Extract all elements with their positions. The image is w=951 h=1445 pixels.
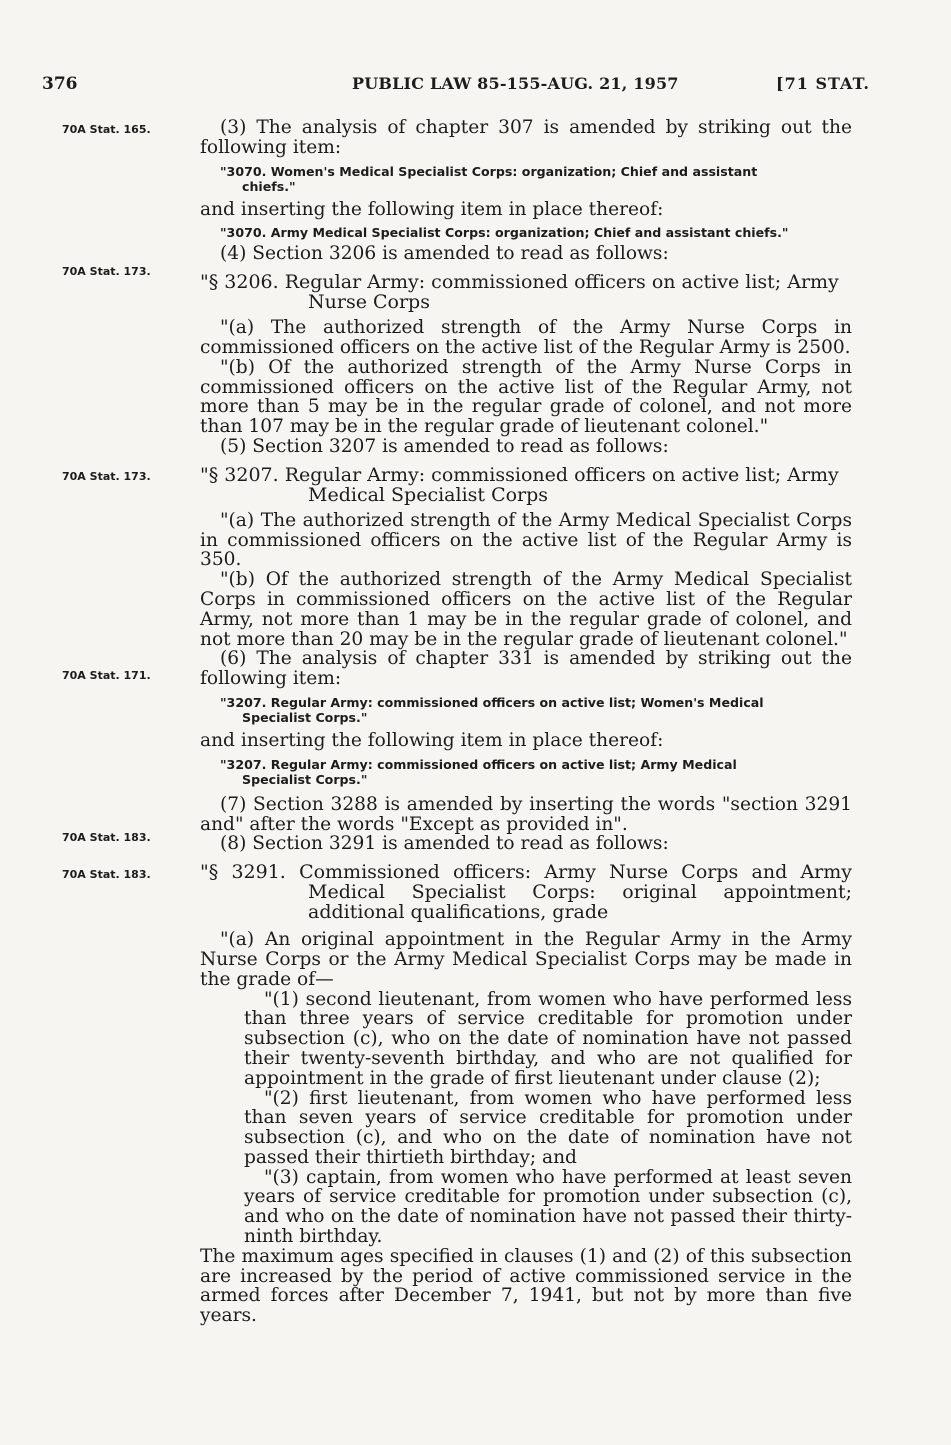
quoted-item bbox=[200, 164, 852, 194]
paragraph: "(a) The authorized strength of the Army Nurse Corps in commissioned officers on the active list of the Regular Army is 2500. bbox=[200, 317, 852, 358]
quoted-item bbox=[200, 757, 852, 787]
document-body bbox=[200, 118, 852, 1326]
margin-note: 70A Stat. 173. bbox=[62, 265, 151, 278]
paragraph: "(b) Of the authorized strength of the Army Nurse Corps in commissioned officers on the active list of the Regular Army, not more than 5 may be in the regular grade of colonel, and not more than 107 may be in the regular grade of lieutenant colonel." bbox=[200, 356, 852, 438]
margin-note: 70A Stat. 183. bbox=[62, 831, 151, 844]
section-heading bbox=[200, 272, 852, 312]
paragraph: and inserting the following item in place thereof: bbox=[200, 198, 664, 220]
header-statute: [71 STAT. bbox=[776, 74, 870, 93]
margin-note: 70A Stat. 165. bbox=[62, 123, 151, 136]
paragraph: "(b) Of the authorized strength of the Army Medical Specialist Corps in commissioned officers on the active list of the Regular Army, not more than 1 may be in the regular grade of colonel, and not more than 20 may be in the regular grade of lieutenant colonel." bbox=[200, 569, 852, 650]
paragraph: (8) Section 3291 is amended to read as follows: bbox=[220, 833, 669, 855]
paragraph: and inserting the following item in place thereof: bbox=[200, 729, 664, 751]
quoted-item-line: chiefs." bbox=[242, 178, 296, 194]
margin-note: 70A Stat. 183. bbox=[62, 868, 151, 881]
quoted-item-line: "3070. Women's Medical Specialist Corps: organization; Chief and assistant bbox=[220, 163, 758, 179]
paragraph: The maximum ages specified in clauses (1) and (2) of this subsection are increased by the period of active commissioned service in the armed forces after December 7, 1941, but not by more than five years. bbox=[200, 1245, 852, 1327]
header-title: PUBLIC LAW 85-155-AUG. 21, 1957 bbox=[352, 74, 679, 93]
paragraph: (3) The analysis of chapter 307 is amended by striking out the following item: bbox=[200, 117, 852, 158]
running-header bbox=[42, 74, 870, 100]
section-heading bbox=[200, 465, 852, 505]
quoted-item bbox=[200, 695, 852, 725]
section-heading-line: "§ 3207. Regular Army: commissioned officers on active list; Army bbox=[200, 463, 839, 486]
paragraph: "(a) The authorized strength of the Army Medical Specialist Corps in commissioned officers on the active list of the Regular Army is 350. bbox=[200, 509, 852, 571]
margin-note: 70A Stat. 173. bbox=[62, 470, 151, 483]
section-heading: "§ 3291. Commissioned officers: Army Nurse Corps and Army Medical Specialist Corps: original appointment; additional qualifications, grade bbox=[200, 861, 852, 924]
paragraph: (4) Section 3206 is amended to read as follows: bbox=[220, 243, 669, 265]
section-heading-line: Nurse Corps bbox=[308, 291, 430, 314]
clause: "(1) second lieutenant, from women who have performed less than three years of service creditable for promotion under subsection (c), who on the date of nomination have not passed their twenty-seventh birthday, and who are not qualified for appointment in the grade of first lieutenant under clause (2); bbox=[244, 988, 852, 1089]
clause: "(3) captain, from women who have performed at least seven years of service creditable for promotion under subsection (c), and who on the date of nomination have not passed their thirty-ninth birthday. bbox=[244, 1166, 852, 1248]
margin-note: 70A Stat. 171. bbox=[62, 669, 151, 682]
quoted-item-line: "3207. Regular Army: commissioned officers on active list; Army Medical bbox=[220, 756, 737, 772]
paragraph: "(a) An original appointment in the Regular Army in the Army Nurse Corps or the Army Medical Specialist Corps may be made in the grade of— bbox=[200, 929, 852, 990]
section-heading-line: "§ 3206. Regular Army: commissioned officers on active list; Army bbox=[200, 271, 839, 294]
quoted-item-line: Specialist Corps." bbox=[242, 771, 368, 787]
quoted-item-line: Specialist Corps." bbox=[242, 709, 368, 725]
paragraph: (5) Section 3207 is amended to read as follows: bbox=[220, 435, 669, 457]
clause: "(2) first lieutenant, from women who have performed less than seven years of service creditable for promotion under subsection (c), and who on the date of nomination have not passed their thirtieth birthday; and bbox=[244, 1087, 852, 1168]
paragraph: (7) Section 3288 is amended by inserting the words "section 3291 and" after the words "Except as provided in". bbox=[200, 793, 852, 835]
page-number: 376 bbox=[42, 74, 78, 94]
paragraph: (6) The analysis of chapter 331 is amended by striking out the following item: bbox=[200, 648, 852, 690]
section-heading-line: Medical Specialist Corps bbox=[308, 483, 549, 506]
quoted-item: "3070. Army Medical Specialist Corps: organization; Chief and assistant chiefs." bbox=[220, 225, 789, 241]
quoted-item-line: "3207. Regular Army: commissioned officers on active list; Women's Medical bbox=[220, 694, 764, 710]
